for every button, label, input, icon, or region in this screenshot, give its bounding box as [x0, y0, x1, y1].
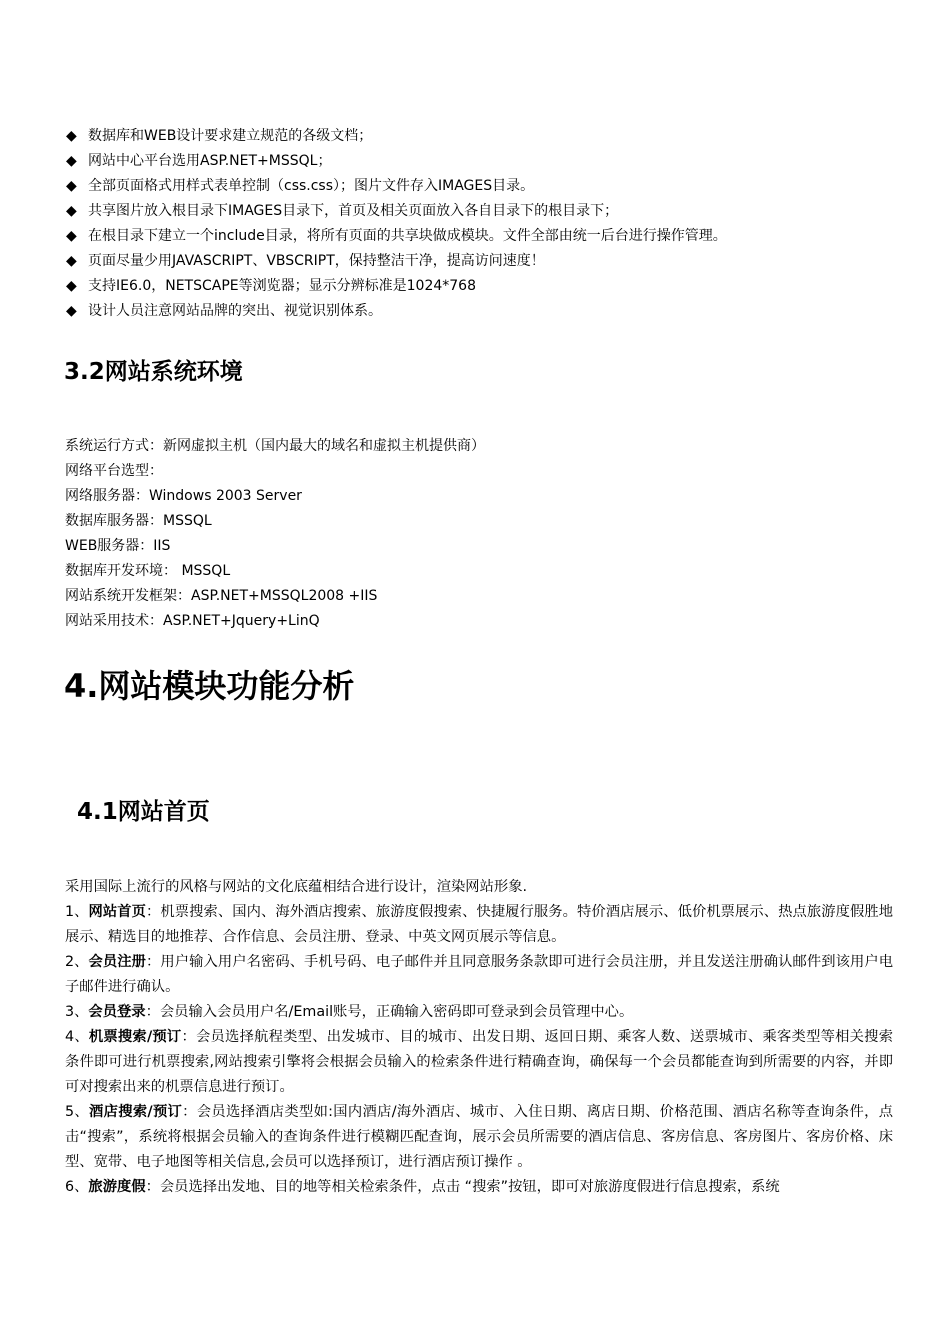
feature-item: 2、会员注册：用户输入用户名密码、手机号码、电子邮件并且同意服务条款即可进行会员注册，并且发送注册确认邮件到该用户电子邮件进行确认。: [65, 954, 894, 995]
requirements-list: [66, 124, 916, 324]
feature-description: 会员选择出发地、目的地等相关检索条件，点击 “搜索”按钮，即可对旅游度假进行信息搜索，系统: [159, 1179, 780, 1195]
feature-label: 会员注册: [88, 954, 147, 970]
diamond-bullet-icon: ◆: [66, 303, 77, 319]
environment-line: 网站采用技术：ASP.NET+Jquery+LinQ: [65, 613, 320, 629]
diamond-bullet-icon: ◆: [66, 128, 77, 144]
feature-label: 会员登录: [88, 1004, 146, 1020]
feature-label: 网站首页: [88, 904, 147, 920]
environment-line: 系统运行方式：新网虚拟主机（国内最大的域名和虚拟主机提供商）: [65, 438, 485, 454]
diamond-bullet-icon: ◆: [66, 153, 77, 169]
feature-item: 1、网站首页：机票搜索、国内、海外酒店搜索、旅游度假搜索、快捷履行服务。特价酒店展示、低价机票展示、热点旅游度假胜地展示、精选目的地推荐、合作信息、会员注册、登录、中英文网页展示等信息。: [65, 904, 894, 945]
environment-line: 数据库服务器：MSSQL: [65, 513, 212, 529]
feature-description: 会员选择航程类型、出发城市、目的城市、出发日期、返回日期、乘客人数、送票城市、乘客类型等相关搜索条件即可进行机票搜索,网站搜索引擎将会根据会员输入的检索条件进行精确查询，确保每一个会员都能查询到所需要的内容，并即可对搜索出来的机票信息进行预订。: [65, 1029, 893, 1095]
feature-label: 机票搜索/预订: [88, 1029, 182, 1045]
list-item: ◆ 支持IE6.0，NETSCAPE等浏览器；显示分辨标准是1024*768: [66, 274, 916, 299]
feature-label: 酒店搜索/预订: [89, 1104, 183, 1120]
feature-description: 会员输入会员用户名/Email账号，正确输入密码即可登录到会员管理中心。: [159, 1004, 634, 1020]
list-item: ◆ 页面尽量少用JAVASCRIPT、VBSCRIPT，保持整洁干净，提高访问速度！: [66, 249, 916, 274]
diamond-bullet-icon: ◆: [66, 203, 77, 219]
section-heading-3-2: 3.2网站系统环境: [64, 359, 243, 385]
environment-list: [65, 434, 905, 634]
feature-description: 用户输入用户名密码、手机号码、电子邮件并且同意服务条款即可进行会员注册，并且发送注册确认邮件到该用户电子邮件进行确认。: [65, 954, 894, 995]
feature-item: 5、酒店搜索/预订：会员选择酒店类型如:国内酒店/海外酒店、城市、入住日期、离店日期、价格范围、酒店名称等查询条件，点击“搜索”，系统将根据会员输入的查询条件进行模糊匹配查询，展示会员所需要的酒店信息、客房信息、客房图片、客房价格、床型、宽带、电子地图等相关信息,会员可以选择预订，进行酒店预订操作 。: [65, 1104, 893, 1170]
feature-item: 4、机票搜索/预订：会员选择航程类型、出发城市、目的城市、出发日期、返回日期、乘客人数、送票城市、乘客类型等相关搜索条件即可进行机票搜索,网站搜索引擎将会根据会员输入的检索条件进行精确查询，确保每一个会员都能查询到所需要的内容，并即可对搜索出来的机票信息进行预订。: [65, 1029, 893, 1095]
intro-paragraph: 采用国际上流行的风格与网站的文化底蕴相结合进行设计，渲染网站形象.: [65, 879, 528, 895]
diamond-bullet-icon: ◆: [66, 228, 77, 244]
environment-line: 网络平台选型：: [65, 463, 163, 479]
environment-line: 网站系统开发框架：ASP.NET+MSSQL2008 +IIS: [65, 588, 378, 604]
list-item: ◆ 共享图片放入根目录下IMAGES目录下，首页及相关页面放入各自目录下的根目录下；: [66, 199, 916, 224]
list-item: ◆ 全部页面格式用样式表单控制（css.css）；图片文件存入IMAGES目录。: [66, 174, 916, 199]
feature-item: 6、旅游度假：会员选择出发地、目的地等相关检索条件，点击 “搜索”按钮，即可对旅游度假进行信息搜索，系统: [65, 1179, 780, 1195]
feature-description: 机票搜索、国内、海外酒店搜索、旅游度假搜索、快捷履行服务。特价酒店展示、低价机票展示、热点旅游度假胜地展示、精选目的地推荐、合作信息、会员注册、登录、中英文网页展示等信息。: [65, 904, 894, 945]
chapter-heading-4: 4.网站模块功能分析: [64, 667, 355, 705]
feature-item: 3、会员登录：会员输入会员用户名/Email账号，正确输入密码即可登录到会员管理中心。: [65, 1004, 634, 1020]
environment-line: 网络服务器：Windows 2003 Server: [65, 488, 302, 504]
list-item: ◆ 在根目录下建立一个include目录，将所有页面的共享块做成模块。文件全部由统一后台进行操作管理。: [66, 224, 916, 249]
feature-description: 会员选择酒店类型如:国内酒店/海外酒店、城市、入住日期、离店日期、价格范围、酒店名称等查询条件，点击“搜索”，系统将根据会员输入的查询条件进行模糊匹配查询，展示会员所需要的酒店信息、客房信息、客房图片、客房价格、床型、宽带、电子地图等相关信息,会员可以选择预订，进行酒店预订操作 。: [65, 1104, 893, 1170]
list-item: ◆ 网站中心平台选用ASP.NET+MSSQL；: [66, 149, 916, 174]
feature-label: 旅游度假: [88, 1179, 146, 1195]
diamond-bullet-icon: ◆: [66, 253, 77, 269]
section-heading-4-1: 4.1网站首页: [77, 799, 210, 825]
section-4-1-body: [65, 875, 893, 1200]
list-item: ◆ 数据库和WEB设计要求建立规范的各级文档；: [66, 124, 916, 149]
diamond-bullet-icon: ◆: [66, 278, 77, 294]
environment-line: 数据库开发环境： MSSQL: [65, 563, 231, 579]
list-item: ◆ 设计人员注意网站品牌的突出、视觉识别体系。: [66, 299, 916, 324]
diamond-bullet-icon: ◆: [66, 178, 77, 194]
environment-line: WEB服务器：IIS: [65, 538, 171, 554]
